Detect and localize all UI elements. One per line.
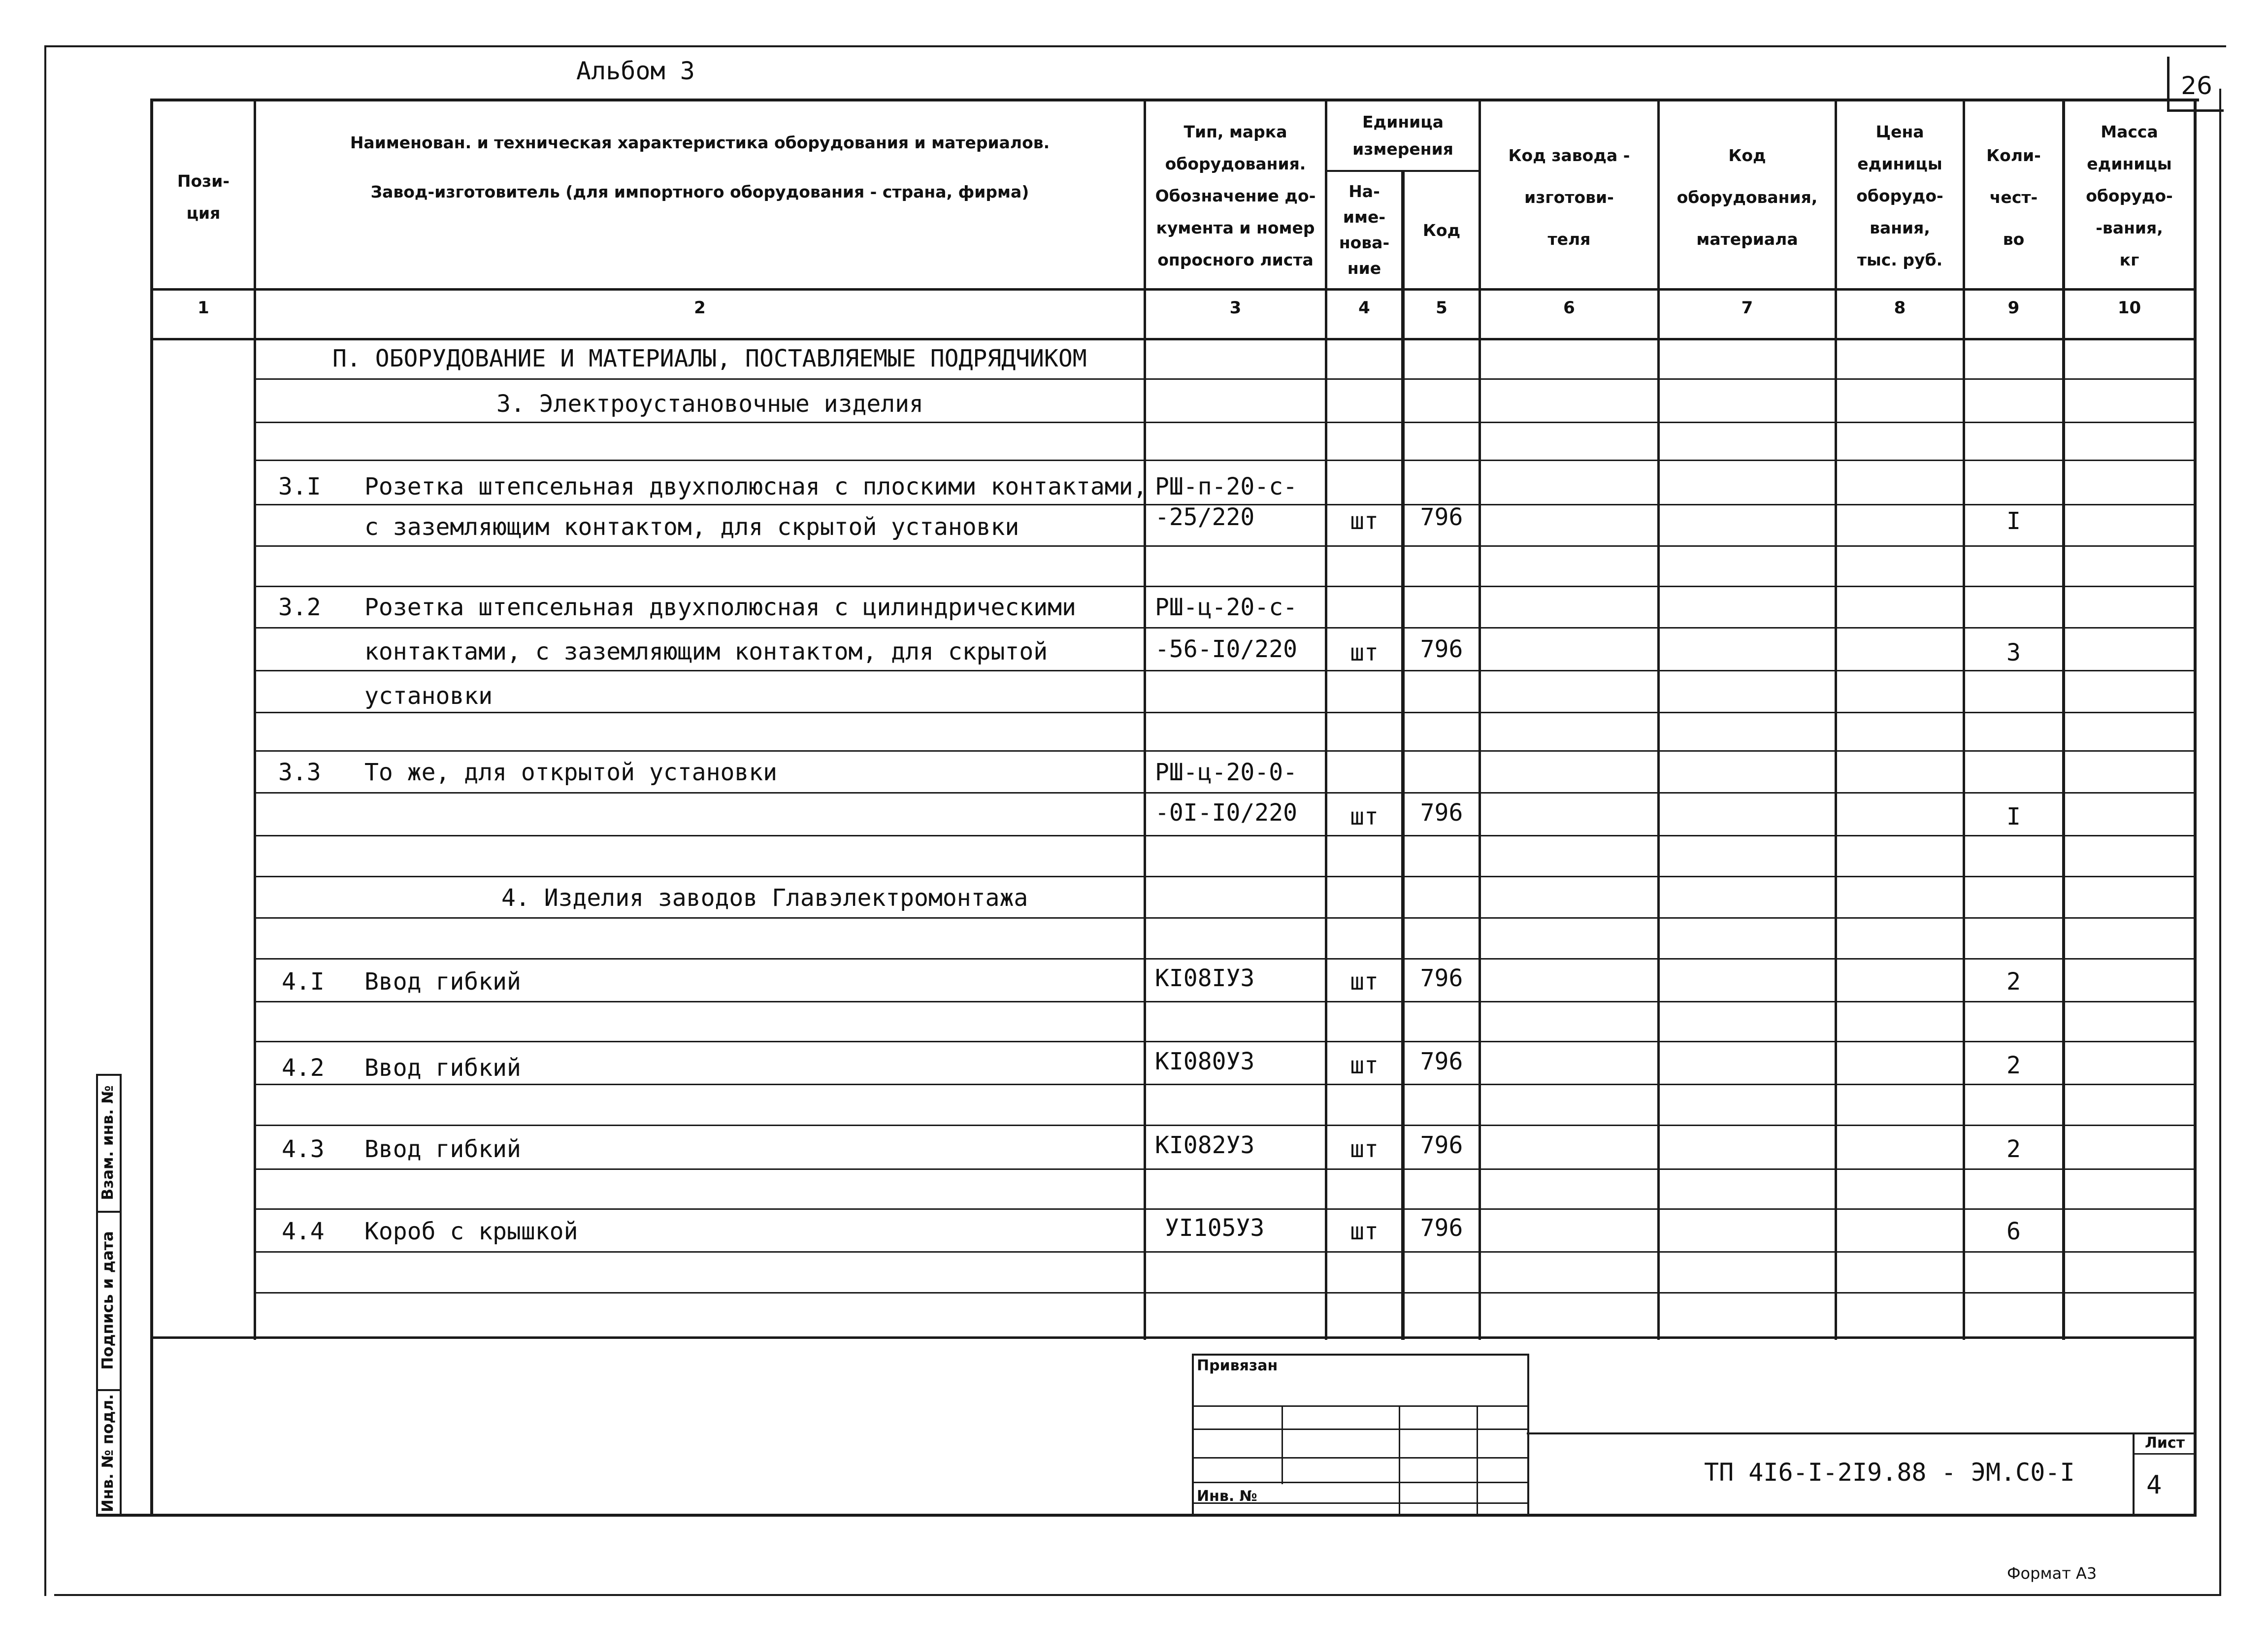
item-unit: шт <box>1350 1218 1379 1245</box>
item-unit-code: 796 <box>1420 635 1463 663</box>
item-quantity: 2 <box>2006 968 2021 996</box>
item-type-line: РШ-ц-20-0- <box>1155 759 1297 786</box>
item-position: 4.I <box>282 968 325 996</box>
item-unit-code: 796 <box>1420 964 1463 992</box>
item-unit: шт <box>1350 507 1379 535</box>
item-quantity: I <box>2006 803 2021 831</box>
item-type-line: РШ-ц-20-с- <box>1155 594 1297 621</box>
item-unit-code: 796 <box>1420 1131 1463 1159</box>
frame-bottom <box>96 1514 2197 1517</box>
item-unit-code: 796 <box>1420 799 1463 827</box>
col-num-5: 5 <box>1436 298 1447 318</box>
col-header-type: Тип, марка оборудования. Обозначение до- кумента и номер опросного листа <box>1155 122 1316 269</box>
col-header-position: Пози- ция <box>177 171 230 223</box>
item-name-line: Ввод гибкий <box>364 1135 521 1163</box>
stamp-privyazan-label: Привязан <box>1197 1357 1278 1374</box>
item-type-line: УI105УЗ <box>1165 1214 1265 1242</box>
item-position: 4.3 <box>282 1135 325 1163</box>
item-quantity: 3 <box>2006 639 2021 666</box>
frame-top <box>150 99 2199 101</box>
side-label-replaced-inv: Взам. инв. № <box>99 1085 117 1200</box>
item-unit: шт <box>1350 803 1379 831</box>
document-code: ТП 4I6-I-2I9.88 - ЭМ.С0-I <box>1704 1458 2075 1487</box>
subsection-4-title: 4. Изделия заводов Главэлектромонтажа <box>501 884 1028 912</box>
col-header-unit-code: Код <box>1422 220 1461 240</box>
stamp-inv-label: Инв. № <box>1197 1488 1257 1505</box>
item-unit: шт <box>1350 1052 1379 1079</box>
item-unit: шт <box>1350 968 1379 996</box>
item-unit-code: 796 <box>1420 1048 1463 1075</box>
item-unit: шт <box>1350 1135 1379 1163</box>
col-header-name: Наименован. и техническая характеристика оборудования и материалов. Завод-изготовитель (для импортного оборудования - страна, фирма) <box>350 133 1050 201</box>
item-type-line: КI082УЗ <box>1155 1131 1255 1159</box>
subsection-3-title: 3. Электроустановочные изделия <box>496 390 923 418</box>
sheet-number: 4 <box>2146 1470 2162 1500</box>
item-quantity: 6 <box>2006 1218 2021 1245</box>
col-header-price: Цена единицы оборудо- вания, тыс. руб. <box>1856 122 1943 269</box>
col-num-7: 7 <box>1741 298 1753 318</box>
item-unit: шт <box>1350 639 1379 666</box>
item-position: 3.3 <box>278 759 321 786</box>
item-name-line: Розетка штепсельная двухполюсная с цилиндрическими <box>364 594 1076 621</box>
col-header-factory-code: Код завода - изготови- теля <box>1508 145 1630 249</box>
outer-frame-bottom <box>54 1594 2221 1596</box>
item-position: 3.2 <box>278 594 321 621</box>
colnum-bottom-line <box>150 338 2194 340</box>
col-num-3: 3 <box>1229 298 1242 318</box>
page-number: 26 <box>2181 71 2212 100</box>
side-label-original-inv: Инв. № подл. <box>99 1394 117 1512</box>
sheet-label: Лист <box>2144 1434 2185 1452</box>
item-type-line: -25/220 <box>1155 503 1255 531</box>
col-line-4 <box>1401 170 1405 1340</box>
item-position: 3.I <box>278 473 321 500</box>
col-line-1 <box>254 99 256 1340</box>
item-type-line: РШ-п-20-с- <box>1155 473 1297 500</box>
col-num-9: 9 <box>2007 298 2020 318</box>
col-num-1: 1 <box>197 298 209 318</box>
item-name-line: Короб с крышкой <box>364 1218 578 1245</box>
item-type-line: КI080УЗ <box>1155 1048 1255 1075</box>
col-num-10: 10 <box>2117 298 2141 318</box>
item-name-line: Ввод гибкий <box>364 968 521 996</box>
format-label: Формат А3 <box>2007 1564 2097 1583</box>
item-quantity: 2 <box>2006 1052 2021 1079</box>
item-unit-code: 796 <box>1420 503 1463 531</box>
item-name-line: Ввод гибкий <box>364 1054 521 1082</box>
col-num-4: 4 <box>1358 298 1370 318</box>
item-position: 4.2 <box>282 1054 325 1082</box>
col-header-unit-name: На- име- нова- ние <box>1339 182 1390 278</box>
col-header-mass: Масса единицы оборудо- -вания, кг <box>2086 122 2173 269</box>
item-name-line: установки <box>364 682 493 710</box>
col-line-6 <box>1657 99 1660 1340</box>
item-name-line: То же, для открытой установки <box>364 759 778 786</box>
item-name-line: с заземляющим контактом, для скрытой установки <box>364 513 1019 541</box>
outer-frame-right <box>2219 89 2221 1596</box>
col-line-5 <box>1479 99 1481 1340</box>
col-header-equipment-code: Код оборудования, материала <box>1676 145 1818 249</box>
section-title: П. ОБОРУДОВАНИЕ И МАТЕРИАЛЫ, ПОСТАВЛЯЕМЫЕ ПОДРЯДЧИКОМ <box>332 345 1087 372</box>
col-num-6: 6 <box>1563 298 1575 318</box>
frame-right <box>2194 99 2197 1515</box>
item-name-line: контактами, с заземляющим контактом, для скрытой <box>364 638 1048 665</box>
outer-frame-top <box>44 45 2226 47</box>
item-type-line: -56-I0/220 <box>1155 635 1297 663</box>
item-quantity: 2 <box>2006 1135 2021 1163</box>
col-num-8: 8 <box>1894 298 1906 318</box>
item-name-line: Розетка штепсельная двухполюсная с плоскими контактами, <box>364 473 1148 500</box>
col-num-2: 2 <box>694 298 706 318</box>
item-type-line: КI08IУЗ <box>1155 964 1255 992</box>
col-header-quantity: Коли- чест- во <box>1986 145 2041 249</box>
item-quantity: I <box>2006 507 2021 535</box>
item-type-line: -0I-I0/220 <box>1155 799 1297 827</box>
item-position: 4.4 <box>282 1218 325 1245</box>
item-unit-code: 796 <box>1420 1214 1463 1242</box>
album-label: Альбом 3 <box>576 57 695 85</box>
side-label-signature-date: Подпись и дата <box>99 1231 117 1370</box>
outer-frame-left <box>44 45 46 1596</box>
header-bottom-line <box>150 288 2194 291</box>
col-header-unit-group: Единица измерения <box>1352 112 1453 159</box>
